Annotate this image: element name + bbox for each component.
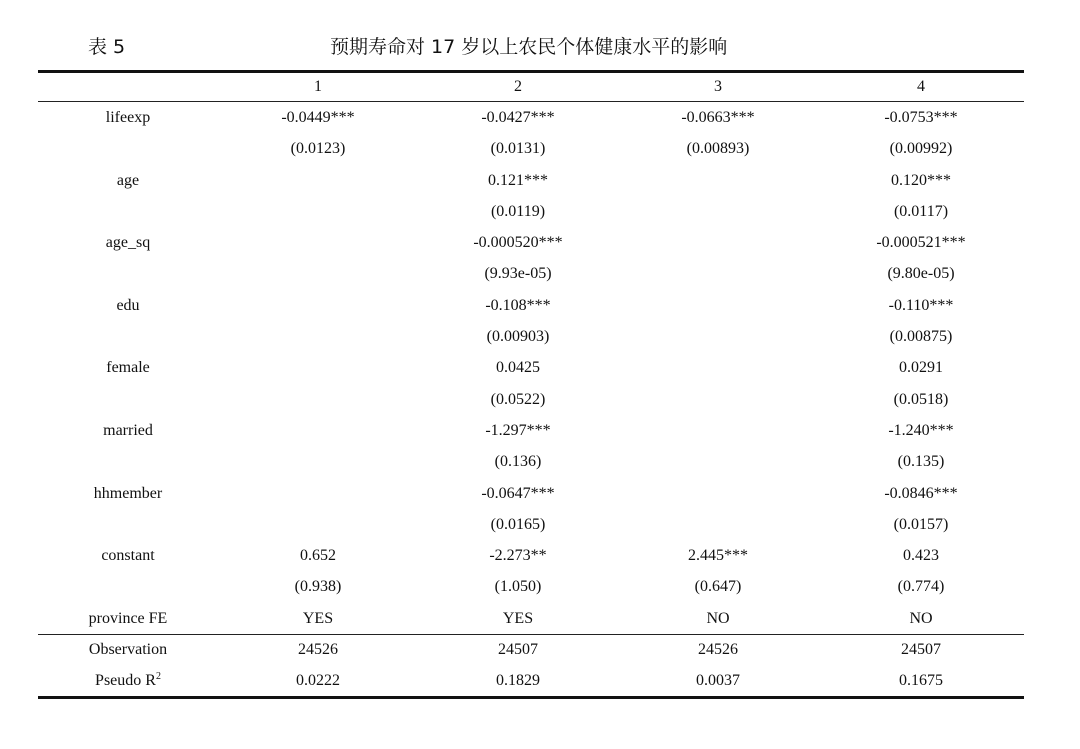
table-cell: 0.0425 <box>496 359 540 377</box>
table-row <box>38 509 1024 540</box>
column-header <box>38 72 218 102</box>
table-cell: 24507 <box>901 641 941 659</box>
table-cell: 0.0222 <box>296 672 340 690</box>
table-cell: (1.050) <box>494 578 542 596</box>
table-cell: (0.00903) <box>486 328 550 346</box>
table-cell: 0.652 <box>300 547 336 565</box>
coefficient-rows <box>38 102 1024 634</box>
row-label <box>38 571 218 602</box>
table-cell: (9.80e-05) <box>887 265 955 283</box>
table-cell <box>618 196 818 227</box>
table-cell: (0.0117) <box>893 202 949 220</box>
row-label <box>38 509 218 540</box>
table-cell <box>218 290 418 321</box>
row-label: female <box>106 359 150 377</box>
table-cell: 0.1675 <box>899 672 943 690</box>
table-row <box>38 258 1024 289</box>
table-cell: 24526 <box>698 641 738 659</box>
table-cell: (0.0131) <box>490 140 546 158</box>
table-title: 预期寿命对 17 岁以上农民个体健康水平的影响 <box>330 36 728 58</box>
table-row <box>38 384 1024 415</box>
table-cell: (0.647) <box>694 578 742 596</box>
stats-row <box>38 634 1024 665</box>
table-cell: (0.135) <box>897 453 945 471</box>
table-cell: NO <box>706 609 730 627</box>
table-cell <box>218 196 418 227</box>
table-row <box>38 165 1024 196</box>
table-cell: 0.0037 <box>696 672 740 690</box>
table-cell <box>618 446 818 477</box>
row-label <box>38 321 218 352</box>
table-cell <box>618 290 818 321</box>
table-cell <box>218 384 418 415</box>
table-row <box>38 133 1024 164</box>
table-cell: 0.0291 <box>899 359 943 377</box>
table-cell: 0.423 <box>903 547 939 565</box>
table-cell: -1.240*** <box>888 421 954 439</box>
table-cell: (0.0157) <box>893 515 949 533</box>
table-cell: YES <box>302 609 334 627</box>
row-label: hhmember <box>93 484 163 502</box>
table-cell <box>218 478 418 509</box>
table-row <box>38 446 1024 477</box>
table-number: 表 5 <box>88 36 126 58</box>
table-row <box>38 603 1024 634</box>
row-label: age <box>116 171 140 189</box>
row-label: married <box>103 421 153 439</box>
table-cell <box>618 415 818 446</box>
table-row <box>38 352 1024 383</box>
table-cell: -0.110*** <box>888 296 954 314</box>
table-cell: 24526 <box>298 641 338 659</box>
table-cell <box>218 352 418 383</box>
row-label <box>38 258 218 289</box>
table-cell <box>618 227 818 258</box>
table-cell: 0.121*** <box>488 171 548 189</box>
table-cell <box>218 165 418 196</box>
column-header: 2 <box>514 78 522 95</box>
table-row <box>38 540 1024 571</box>
table-row <box>38 478 1024 509</box>
table-cell: (0.00875) <box>889 328 953 346</box>
table-cell: -0.0753*** <box>884 109 958 126</box>
table-cell: -0.0647*** <box>481 484 555 502</box>
table-cell: (0.774) <box>897 578 945 596</box>
table-cell: (0.0165) <box>490 515 546 533</box>
table-cell: 0.1829 <box>496 672 540 690</box>
table-cell: YES <box>502 609 534 627</box>
table-cell: (0.00992) <box>889 140 953 158</box>
table-cell: -1.297*** <box>485 421 551 439</box>
table-cell: -2.273** <box>489 547 547 565</box>
table-cell <box>218 258 418 289</box>
table-cell: -0.108*** <box>485 296 551 314</box>
table-cell <box>618 321 818 352</box>
row-label <box>38 384 218 415</box>
row-label: lifeexp <box>105 109 151 126</box>
table-cell: (0.0518) <box>893 390 949 408</box>
table-cell <box>618 258 818 289</box>
row-label: province FE <box>88 609 168 627</box>
table-cell: (0.0522) <box>490 390 546 408</box>
table-cell <box>618 384 818 415</box>
table-cell <box>618 478 818 509</box>
table-cell <box>218 509 418 540</box>
column-header-row <box>38 72 1024 102</box>
row-label: Observation <box>88 641 168 659</box>
column-header: 1 <box>314 78 322 95</box>
table-cell: -0.0846*** <box>884 484 958 502</box>
table-cell: -0.0663*** <box>681 109 755 126</box>
table-row <box>38 196 1024 227</box>
table-cell <box>218 415 418 446</box>
table-cell: (9.93e-05) <box>484 265 552 283</box>
regression-table <box>38 72 1024 697</box>
statistics-rows <box>38 634 1024 697</box>
row-label <box>38 196 218 227</box>
table-cell: NO <box>909 609 933 627</box>
row-label: age_sq <box>105 234 151 252</box>
table-row <box>38 227 1024 258</box>
table-cell: -0.000521*** <box>876 234 966 252</box>
stats-row <box>38 665 1024 696</box>
table-cell <box>218 227 418 258</box>
table-cell: -0.000520*** <box>473 234 563 252</box>
column-header: 3 <box>714 78 722 95</box>
row-label <box>38 133 218 164</box>
table-cell: (0.00893) <box>686 140 750 158</box>
table-row <box>38 321 1024 352</box>
table-row <box>38 571 1024 602</box>
table-cell: (0.938) <box>294 578 342 596</box>
table-row <box>38 102 1024 133</box>
row-label: constant <box>101 547 155 565</box>
table-cell <box>218 321 418 352</box>
table-cell <box>218 446 418 477</box>
table-cell <box>618 352 818 383</box>
table-cell <box>618 165 818 196</box>
table-row <box>38 290 1024 321</box>
row-label: edu <box>116 296 140 314</box>
superscript: 2 <box>155 671 161 683</box>
table-cell: 2.445*** <box>688 547 748 565</box>
row-label <box>38 446 218 477</box>
table-cell: -0.0449*** <box>281 109 355 126</box>
row-label: Pseudo $R^2$ <box>95 671 161 690</box>
table-row <box>38 415 1024 446</box>
table-cell: (0.136) <box>494 453 542 471</box>
table-cell: -0.0427*** <box>481 109 555 126</box>
table-cell: 24507 <box>498 641 538 659</box>
table-cell: (0.0123) <box>290 140 346 158</box>
table-cell: 0.120*** <box>891 171 951 189</box>
column-header: 4 <box>917 78 925 95</box>
table-cell <box>618 509 818 540</box>
table-cell: (0.0119) <box>490 202 546 220</box>
